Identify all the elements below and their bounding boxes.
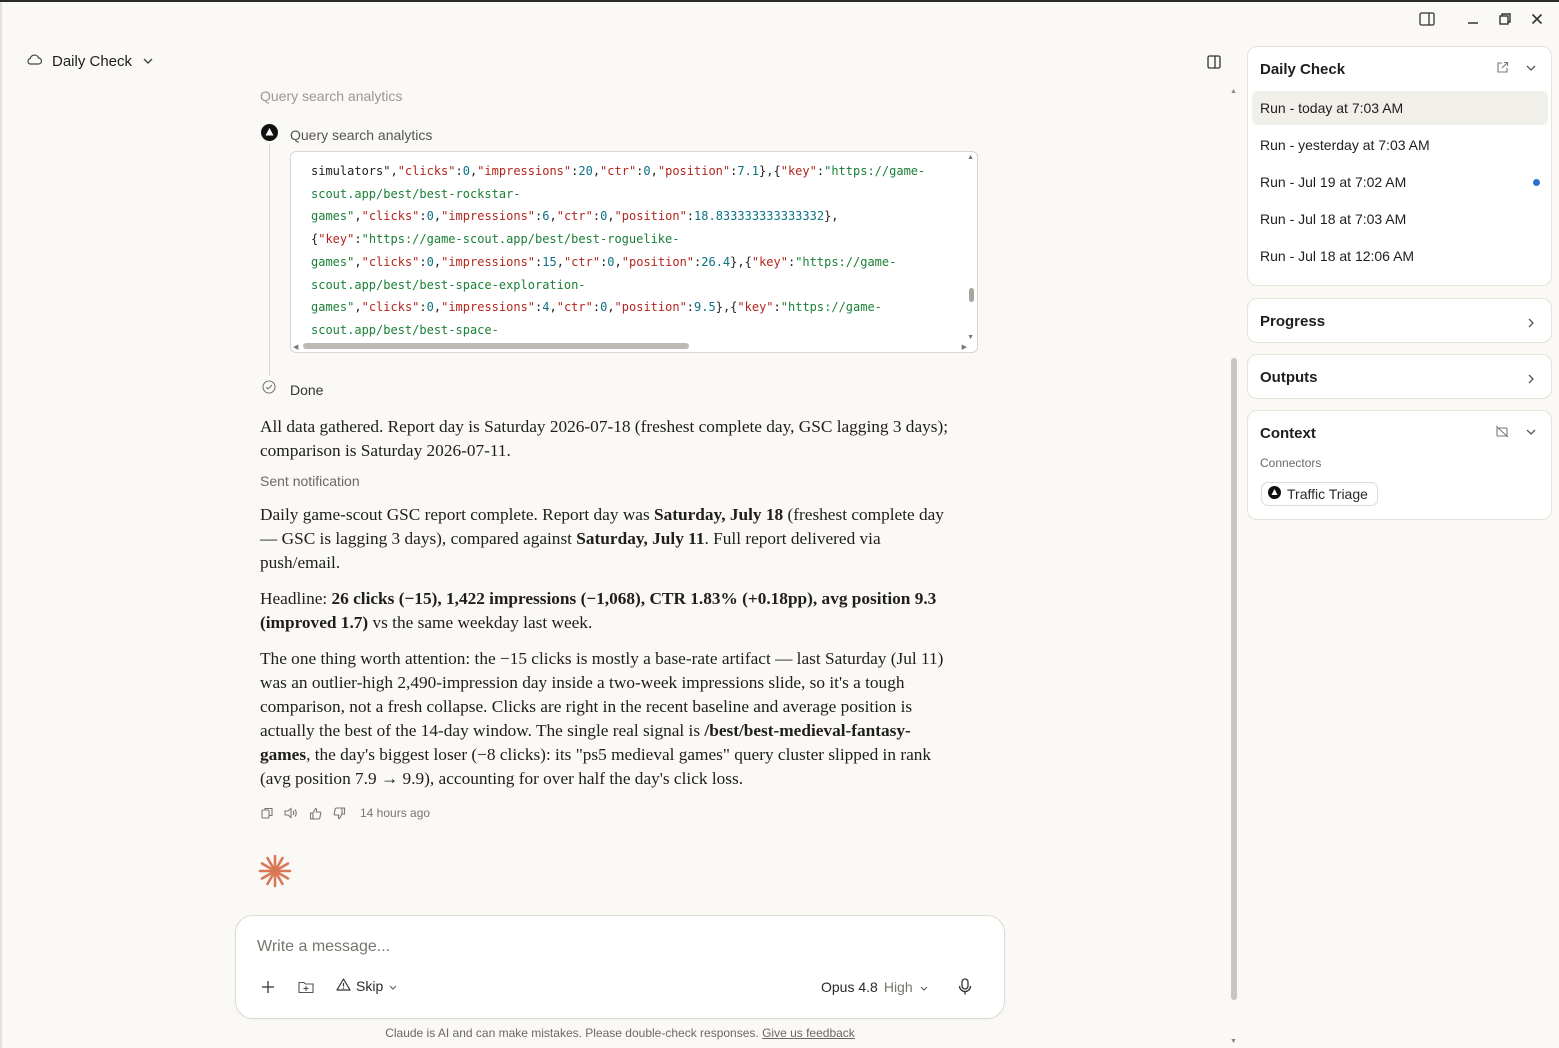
run-label: Run - today at 7:03 AM [1260, 100, 1404, 116]
code-line: games","clicks":0,"impressions":15,"ctr":0,"position":26.4},{"key":"https://game- [311, 254, 897, 269]
chat-header[interactable] [26, 50, 154, 72]
run-label: Run - Jul 18 at 7:03 AM [1260, 211, 1407, 227]
page-scrollbar[interactable] [1231, 358, 1237, 1000]
window-left-border [0, 2, 2, 1048]
run-label: Run - Jul 18 at 12:06 AM [1260, 248, 1415, 264]
run-label: Run - Jul 19 at 7:02 AM [1260, 174, 1407, 190]
sidebar-toggle-icon[interactable] [1411, 8, 1443, 30]
connector-chip[interactable] [1261, 482, 1378, 506]
panel-toggle-icon[interactable] [1206, 54, 1222, 70]
cloud-icon [26, 52, 42, 70]
context-card [1247, 410, 1552, 520]
done-status [262, 380, 323, 399]
window-top-border [0, 0, 1559, 2]
sent-notification-label: Sent notification [260, 473, 360, 489]
claude-spark-icon [258, 854, 292, 893]
disclaimer-text: Claude is AI and can make mistakes. Please double-check responses. [385, 1026, 759, 1040]
effort-level: High [883, 979, 913, 995]
copy-icon[interactable] [260, 806, 274, 820]
restore-icon[interactable] [1489, 8, 1521, 30]
message-paragraph-3: Headline: 26 clicks (−15), 1,422 impressions (−1,068), CTR 1.83% (+0.18pp), avg position 9.3 (improved 1.7) vs the same weekday last week. [260, 589, 937, 632]
feedback-link[interactable]: Give us feedback [762, 1026, 855, 1040]
page-scroll-up-icon[interactable]: ▲ [1230, 88, 1237, 95]
message-paragraph-2: Daily game-scout GSC report complete. Report day was Saturday, July 18 (freshest complete day — GSC is lagging 3 days), compared against Saturday, July 11. Full report delivered via push/email. [260, 505, 944, 572]
code-line: {"key":"https://game-scout.app/best/best-roguelike- [311, 232, 680, 247]
connector-icon [1268, 486, 1281, 502]
runs-card [1247, 46, 1552, 286]
chevron-right-icon [1527, 372, 1535, 390]
run-item[interactable] [1252, 128, 1548, 162]
context-title: Context [1260, 425, 1316, 442]
microphone-icon[interactable] [958, 978, 972, 1001]
speaker-icon[interactable] [284, 806, 298, 820]
permission-mode-label: Skip [356, 978, 384, 994]
permission-mode-button[interactable] [336, 978, 398, 994]
progress-title: Progress [1260, 313, 1326, 330]
hide-context-icon[interactable] [1495, 425, 1509, 441]
tool-result-code[interactable] [290, 151, 978, 353]
window-controls [1411, 8, 1553, 30]
warning-icon [336, 978, 351, 994]
unread-dot [1533, 179, 1540, 186]
scroll-down-arrow-icon[interactable]: ▼ [967, 334, 974, 341]
model-selector[interactable] [821, 979, 929, 995]
code-vertical-scrollbar[interactable] [969, 288, 974, 302]
outputs-card[interactable] [1247, 354, 1552, 399]
outputs-title: Outputs [1260, 369, 1318, 386]
thumbs-up-icon[interactable] [308, 806, 322, 820]
thumbs-down-icon[interactable] [332, 806, 346, 820]
message-input[interactable] [257, 938, 957, 956]
message-paragraph-4: The one thing worth attention: the −15 clicks is mostly a base-rate artifact — last Saturday (Jul 11) was an outlier-high 2,490-impression day inside a two-week impressions slide, so it's a tough comparison, not a fresh collapse. Clicks are right in the recent baseline and average position is actually the best of the 14-day window. The single real signal is /best/best-medieval-fantasy-games, the day's biggest loser (−8 clicks): its "ps5 medieval games" query cluster slipped in rank (avg position 7.9 → 9.9), accounting for over half the day's click loss. [260, 649, 944, 788]
message-actions [260, 806, 430, 820]
runs-card-title: Daily Check [1260, 61, 1346, 78]
disclaimer [0, 1026, 1240, 1040]
scroll-up-arrow-icon[interactable]: ▲ [967, 154, 974, 161]
code-line: scout.app/best/best-rockstar- [311, 186, 521, 201]
add-attachment-button[interactable] [260, 978, 276, 1001]
connector-name: Traffic Triage [1287, 486, 1368, 502]
open-external-icon[interactable] [1496, 61, 1509, 77]
connector-icon [261, 124, 278, 146]
previous-tool-title: Query search analytics [260, 88, 403, 104]
chevron-down-icon [919, 979, 929, 995]
message-timestamp: 14 hours ago [360, 806, 431, 820]
code-line: games","clicks":0,"impressions":4,"ctr":0,"position":9.5},{"key":"https://game- [311, 300, 882, 315]
check-circle-icon [262, 380, 276, 399]
run-item[interactable] [1252, 91, 1548, 125]
tool-call-title: Query search analytics [290, 127, 433, 143]
scroll-left-arrow-icon[interactable]: ◀ [293, 344, 299, 351]
add-folder-icon[interactable] [298, 980, 314, 999]
chat-title: Daily Check [52, 52, 133, 70]
minimize-icon[interactable] [1457, 8, 1489, 30]
run-label: Run - yesterday at 7:03 AM [1260, 137, 1430, 153]
code-line: scout.app/best/best-space- [311, 322, 499, 337]
code-line: games","clicks":0,"impressions":6,"ctr":0,"position":18.833333333333332}, [311, 209, 839, 224]
code-line: scout.app/best/best-space-exploration- [311, 277, 586, 292]
chevron-down-icon[interactable] [1525, 61, 1537, 75]
tool-call-header[interactable] [261, 124, 432, 146]
chevron-down-icon [388, 978, 398, 994]
chevron-down-icon[interactable] [1525, 425, 1537, 439]
model-name: Opus 4.8 [821, 979, 878, 995]
close-icon[interactable] [1521, 8, 1553, 30]
connectors-label: Connectors [1260, 456, 1322, 470]
message-composer [235, 915, 1005, 1019]
code-horizontal-scrollbar[interactable] [303, 343, 689, 349]
page-scroll-down-icon[interactable]: ▼ [1230, 1038, 1237, 1045]
done-label: Done [290, 381, 324, 398]
chevron-down-icon [142, 52, 154, 70]
progress-card[interactable] [1247, 298, 1552, 343]
run-item[interactable] [1252, 239, 1548, 273]
json-output [311, 160, 925, 342]
chevron-right-icon [1527, 316, 1535, 334]
message-paragraph-1: All data gathered. Report day is Saturday 2026-07-18 (freshest complete day, GSC lagging 3 days); comparison is Saturday 2026-07-11. [260, 417, 949, 460]
run-item[interactable] [1252, 165, 1548, 199]
code-line: simulators","clicks":0,"impressions":20,"ctr":0,"position":7.1},{"key":"https://game- [311, 164, 926, 178]
timeline-line [269, 144, 270, 376]
run-item[interactable] [1252, 202, 1548, 236]
scroll-right-arrow-icon[interactable]: ▶ [961, 344, 967, 351]
